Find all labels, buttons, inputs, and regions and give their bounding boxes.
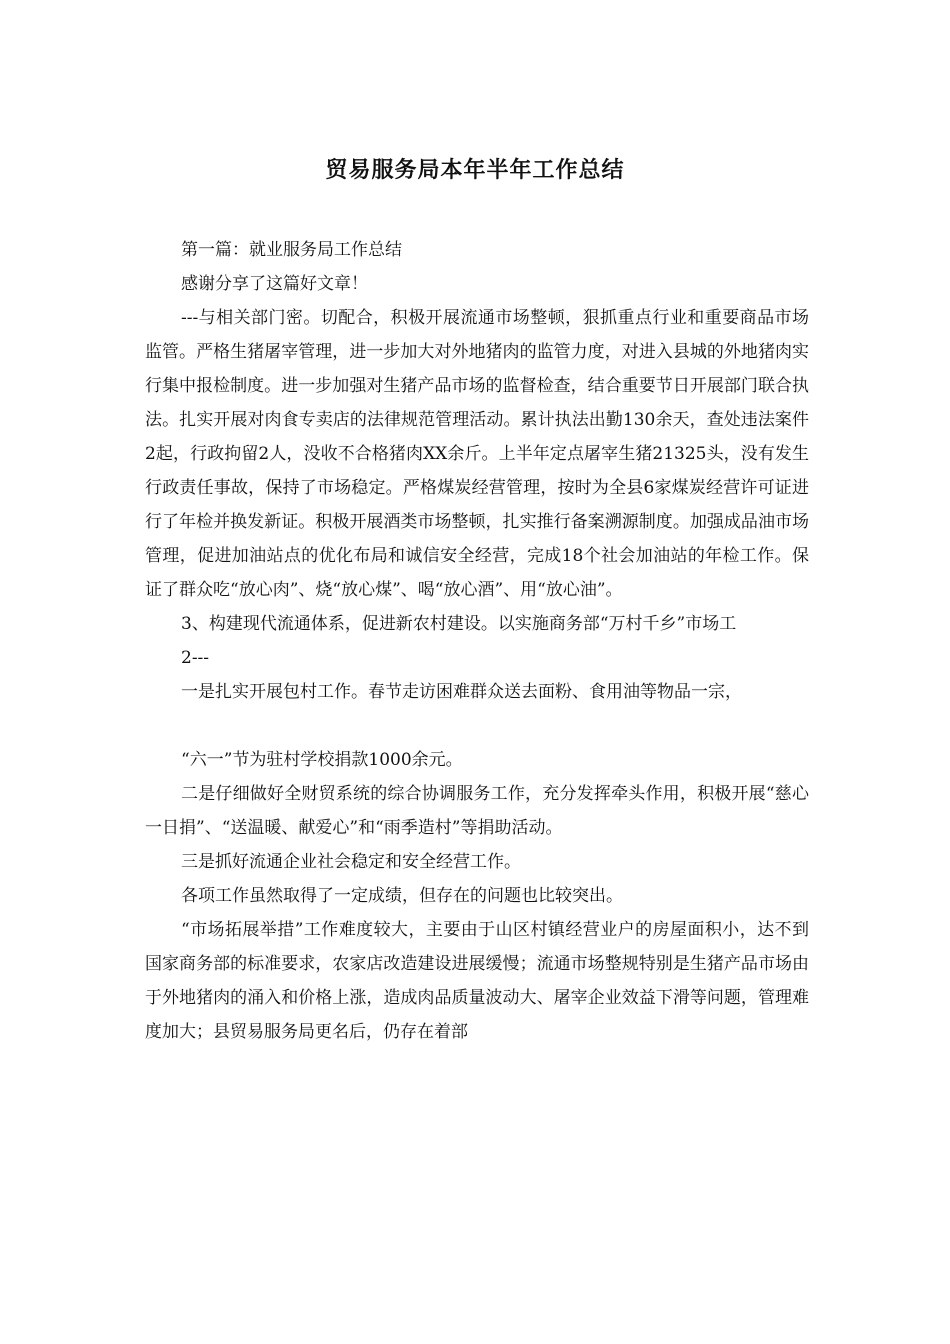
paragraph-village-work: 一是扎实开展包村工作。春节走访困难群众送去面粉、食用油等物品一宗，	[181, 682, 742, 702]
paragraph-coordination: 二是仔细做好全财贸系统的综合协调服务工作，充分发挥牵头作用，积极开展“慈心一日捐”、“送温暖、献爱心”和“雨季造村”等捐助活动。	[145, 784, 809, 838]
document-title: 贸易服务局本年半年工作总结	[325, 157, 625, 183]
paragraph-stability: 三是抓好流通企业社会稳定和安全经营工作。	[181, 852, 521, 872]
document-body	[145, 233, 809, 1049]
paragraph-thanks: 感谢分享了这篇好文章！	[181, 274, 368, 294]
paragraph-problems: 各项工作虽然取得了一定成绩，但存在的问题也比较突出。	[181, 886, 623, 906]
page-marker: 2---	[181, 648, 210, 668]
paragraph-modern-circulation: 3、构建现代流通体系，促进新农村建设。以实施商务部“万村千乡”市场工	[181, 614, 737, 634]
paragraph-childrens-day: “六一”节为驻村学校捐款1000余元。	[181, 750, 463, 770]
paragraph-difficulties: “市场拓展举措”工作难度较大，主要由于山区村镇经营业户的房屋面积小，达不到国家商务部的标准要求，农家店改造建设进展缓慢；流通市场整规特别是生猪产品市场由于外地猪肉的涌入和价格上涨，造成肉品质量波动大、屠宰企业效益下滑等问题，管理难度加大；县贸易服务局更名后，仍存在着部	[145, 920, 809, 1042]
paragraph-section-heading: 第一篇：就业服务局工作总结	[181, 240, 402, 260]
paragraph-market-regulation: ---与相关部门密。切配合，积极开展流通市场整顿，狠抓重点行业和重要商品市场监管。严格生猪屠宰管理，进一步加大对外地猪肉的监管力度，对进入县城的外地猪肉实行集中报检制度。进一步加强对生猪产品市场的监督检查，结合重要节日开展部门联合执法。扎实开展对肉食专卖店的法律规范管理活动。累计执法出勤130余天，查处违法案件2起，行政拘留2人，没收不合格猪肉XX余斤。上半年定点屠宰生猪21325头，没有发生行政责任事故，保持了市场稳定。严格煤炭经营管理，按时为全县6家煤炭经营许可证进行了年检并换发新证。积极开展酒类市场整顿，扎实推行备案溯源制度。加强成品油市场管理，促进加油站点的优化布局和诚信安全经营，完成18个社会加油站的年检工作。保证了群众吃“放心肉”、烧“放心煤”、喝“放心酒”、用“放心油”。	[145, 308, 809, 600]
